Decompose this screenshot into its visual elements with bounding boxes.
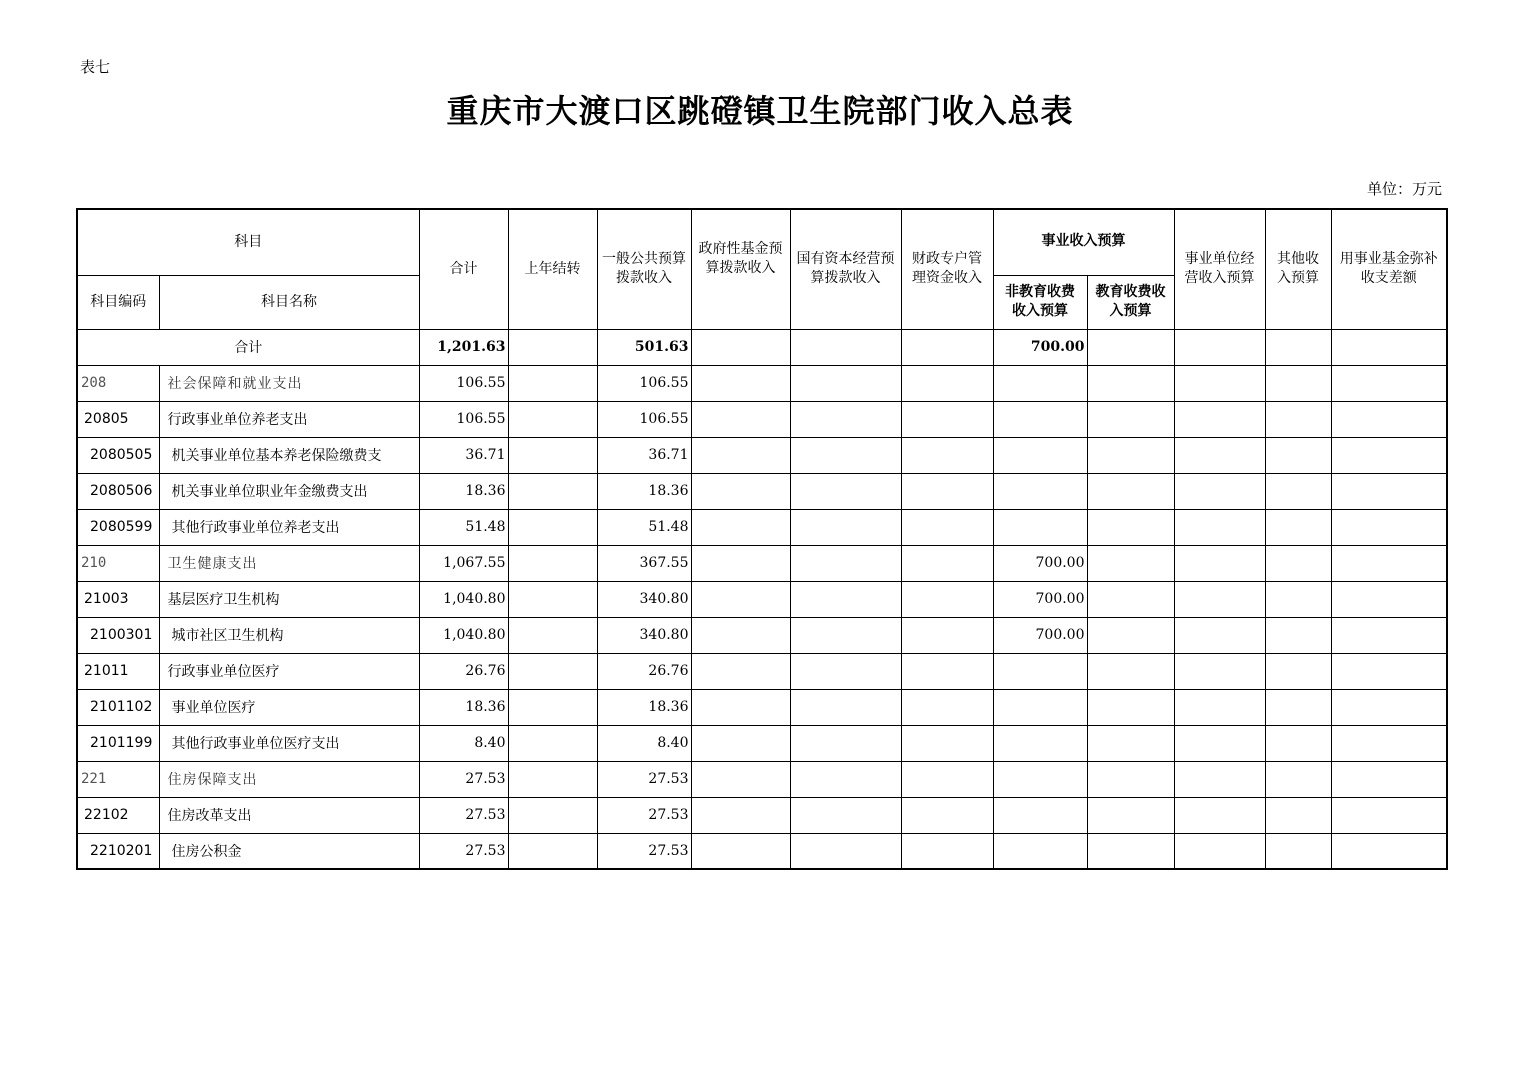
empty-cell: [1087, 797, 1174, 833]
empty-cell: [1174, 833, 1265, 869]
header-subject: 科目: [77, 209, 419, 275]
row-name: 住房保障支出: [159, 761, 419, 797]
row-code: 22102: [77, 797, 159, 833]
row-general: 106.55: [597, 365, 691, 401]
empty-cell: [790, 437, 901, 473]
row-total: 18.36: [419, 689, 508, 725]
empty-cell: [1174, 473, 1265, 509]
empty-cell: [508, 437, 597, 473]
empty-cell: [790, 617, 901, 653]
empty-cell: [1265, 761, 1331, 797]
empty-cell: [901, 617, 993, 653]
empty-cell: [691, 689, 790, 725]
empty-cell: [790, 473, 901, 509]
empty-cell: [901, 509, 993, 545]
empty-cell: [508, 761, 597, 797]
empty-cell: [1174, 401, 1265, 437]
row-name: 卫生健康支出: [159, 545, 419, 581]
empty-cell: [1174, 365, 1265, 401]
empty-cell: [508, 401, 597, 437]
empty-cell: [1087, 689, 1174, 725]
empty-cell: [1265, 401, 1331, 437]
empty-cell: [1174, 653, 1265, 689]
empty-cell: [1174, 725, 1265, 761]
header-other: 其他收入预算: [1265, 209, 1331, 329]
empty-cell: [1174, 509, 1265, 545]
row-general: 51.48: [597, 509, 691, 545]
row-non-edu: [993, 437, 1087, 473]
empty-cell: [790, 761, 901, 797]
empty-cell: [691, 401, 790, 437]
empty-cell: [901, 473, 993, 509]
empty-cell: [1265, 689, 1331, 725]
header-carryover: 上年结转: [508, 209, 597, 329]
table-row: [77, 365, 1447, 401]
empty-cell: [508, 329, 597, 365]
empty-cell: [1331, 473, 1447, 509]
total-non-edu: 700.00: [993, 329, 1087, 365]
row-non-edu: [993, 473, 1087, 509]
empty-cell: [508, 797, 597, 833]
empty-cell: [1331, 581, 1447, 617]
row-general: 27.53: [597, 833, 691, 869]
table-tag: 表七: [80, 58, 111, 76]
row-total: 1,040.80: [419, 581, 508, 617]
empty-cell: [1174, 581, 1265, 617]
row-non-edu: [993, 401, 1087, 437]
empty-cell: [508, 617, 597, 653]
empty-cell: [901, 653, 993, 689]
row-general: 8.40: [597, 725, 691, 761]
row-name: 其他行政事业单位养老支出: [159, 509, 419, 545]
empty-cell: [691, 365, 790, 401]
row-code: 2080599: [77, 509, 159, 545]
empty-cell: [1087, 653, 1174, 689]
page-title: 重庆市大渡口区跳磴镇卫生院部门收入总表: [446, 92, 1074, 130]
empty-cell: [691, 833, 790, 869]
header-name: 科目名称: [159, 275, 419, 329]
empty-cell: [790, 401, 901, 437]
empty-cell: [691, 437, 790, 473]
empty-cell: [1174, 689, 1265, 725]
empty-cell: [1265, 437, 1331, 473]
empty-cell: [691, 653, 790, 689]
header-gov-fund: 政府性基金预算拨款收入: [691, 209, 790, 329]
row-general: 340.80: [597, 581, 691, 617]
empty-cell: [790, 365, 901, 401]
total-row: [77, 329, 1447, 365]
row-general: 27.53: [597, 797, 691, 833]
row-general: 18.36: [597, 689, 691, 725]
empty-cell: [691, 329, 790, 365]
empty-cell: [1265, 725, 1331, 761]
header-state-capital: 国有资本经营预算拨款收入: [790, 209, 901, 329]
empty-cell: [790, 689, 901, 725]
empty-cell: [508, 833, 597, 869]
empty-cell: [691, 581, 790, 617]
empty-cell: [1265, 365, 1331, 401]
row-non-edu: [993, 653, 1087, 689]
empty-cell: [691, 761, 790, 797]
row-non-edu: [993, 761, 1087, 797]
total-general: 501.63: [597, 329, 691, 365]
empty-cell: [790, 581, 901, 617]
empty-cell: [1331, 833, 1447, 869]
empty-cell: [508, 509, 597, 545]
empty-cell: [1265, 833, 1331, 869]
header-edu: 教育收费收入预算: [1087, 275, 1174, 329]
empty-cell: [1174, 329, 1265, 365]
empty-cell: [1174, 761, 1265, 797]
empty-cell: [691, 509, 790, 545]
row-name: 行政事业单位医疗: [159, 653, 419, 689]
empty-cell: [1265, 797, 1331, 833]
row-non-edu: [993, 689, 1087, 725]
row-code: 2101199: [77, 725, 159, 761]
empty-cell: [1331, 509, 1447, 545]
empty-cell: [901, 797, 993, 833]
table-row: [77, 725, 1447, 761]
empty-cell: [1087, 365, 1174, 401]
row-code: 2101102: [77, 689, 159, 725]
empty-cell: [508, 545, 597, 581]
empty-cell: [1174, 437, 1265, 473]
row-general: 36.71: [597, 437, 691, 473]
row-general: 27.53: [597, 761, 691, 797]
empty-cell: [1087, 545, 1174, 581]
empty-cell: [508, 689, 597, 725]
empty-cell: [1087, 473, 1174, 509]
empty-cell: [1331, 401, 1447, 437]
row-general: 367.55: [597, 545, 691, 581]
empty-cell: [508, 365, 597, 401]
empty-cell: [1087, 329, 1174, 365]
empty-cell: [1331, 725, 1447, 761]
row-total: 51.48: [419, 509, 508, 545]
empty-cell: [1331, 437, 1447, 473]
row-non-edu: 700.00: [993, 617, 1087, 653]
table-row: [77, 653, 1447, 689]
empty-cell: [790, 329, 901, 365]
row-name: 其他行政事业单位医疗支出: [159, 725, 419, 761]
row-total: 26.76: [419, 653, 508, 689]
row-non-edu: [993, 509, 1087, 545]
header-special-account: 财政专户管理资金收入: [901, 209, 993, 329]
empty-cell: [691, 797, 790, 833]
empty-cell: [1265, 617, 1331, 653]
row-code: 21011: [77, 653, 159, 689]
empty-cell: [1087, 761, 1174, 797]
row-code: 210: [77, 545, 159, 581]
empty-cell: [1174, 797, 1265, 833]
row-total: 27.53: [419, 833, 508, 869]
empty-cell: [1265, 329, 1331, 365]
row-non-edu: [993, 833, 1087, 869]
empty-cell: [1087, 617, 1174, 653]
empty-cell: [1265, 473, 1331, 509]
header-operating: 事业单位经营收入预算: [1174, 209, 1265, 329]
empty-cell: [790, 653, 901, 689]
table-row: [77, 473, 1447, 509]
empty-cell: [790, 509, 901, 545]
row-non-edu: 700.00: [993, 581, 1087, 617]
empty-cell: [901, 365, 993, 401]
row-general: 26.76: [597, 653, 691, 689]
empty-cell: [1331, 365, 1447, 401]
empty-cell: [508, 725, 597, 761]
row-code: 2100301: [77, 617, 159, 653]
empty-cell: [1087, 725, 1174, 761]
income-summary-table: [76, 208, 1448, 870]
empty-cell: [1265, 545, 1331, 581]
row-total: 1,067.55: [419, 545, 508, 581]
empty-cell: [790, 833, 901, 869]
empty-cell: [1087, 581, 1174, 617]
row-total: 18.36: [419, 473, 508, 509]
empty-cell: [901, 401, 993, 437]
empty-cell: [1331, 545, 1447, 581]
row-name: 机关事业单位职业年金缴费支出: [159, 473, 419, 509]
empty-cell: [790, 725, 901, 761]
empty-cell: [1087, 401, 1174, 437]
empty-cell: [1174, 545, 1265, 581]
table-row: [77, 581, 1447, 617]
empty-cell: [508, 473, 597, 509]
row-total: 8.40: [419, 725, 508, 761]
empty-cell: [1174, 617, 1265, 653]
data-rows: [77, 365, 1447, 869]
empty-cell: [901, 545, 993, 581]
empty-cell: [691, 473, 790, 509]
empty-cell: [1331, 617, 1447, 653]
empty-cell: [1331, 329, 1447, 365]
empty-cell: [901, 437, 993, 473]
empty-cell: [508, 653, 597, 689]
empty-cell: [1331, 797, 1447, 833]
row-non-edu: 700.00: [993, 545, 1087, 581]
row-code: 21003: [77, 581, 159, 617]
row-name: 城市社区卫生机构: [159, 617, 419, 653]
empty-cell: [691, 725, 790, 761]
table-row: [77, 509, 1447, 545]
empty-cell: [1265, 509, 1331, 545]
empty-cell: [508, 581, 597, 617]
table-row: [77, 401, 1447, 437]
header-fund-makeup: 用事业基金弥补收支差额: [1331, 209, 1447, 329]
total-amount: 1,201.63: [419, 329, 508, 365]
header-general-budget: 一般公共预算拨款收入: [597, 209, 691, 329]
row-name: 基层医疗卫生机构: [159, 581, 419, 617]
empty-cell: [790, 797, 901, 833]
empty-cell: [1331, 653, 1447, 689]
row-general: 18.36: [597, 473, 691, 509]
row-total: 106.55: [419, 401, 508, 437]
empty-cell: [790, 545, 901, 581]
header-row-1: [77, 209, 1447, 275]
row-code: 2210201: [77, 833, 159, 869]
empty-cell: [901, 689, 993, 725]
header-code: 科目编码: [77, 275, 159, 329]
empty-cell: [1087, 509, 1174, 545]
row-non-edu: [993, 725, 1087, 761]
table-row: [77, 833, 1447, 869]
empty-cell: [1265, 653, 1331, 689]
row-total: 106.55: [419, 365, 508, 401]
empty-cell: [691, 617, 790, 653]
header-total: 合计: [419, 209, 508, 329]
empty-cell: [1087, 437, 1174, 473]
table-row: [77, 617, 1447, 653]
row-code: 2080506: [77, 473, 159, 509]
header-business-income: 事业收入预算: [993, 209, 1174, 275]
table-row: [77, 797, 1447, 833]
empty-cell: [901, 761, 993, 797]
empty-cell: [1265, 581, 1331, 617]
row-code: 2080505: [77, 437, 159, 473]
row-general: 106.55: [597, 401, 691, 437]
row-name: 住房公积金: [159, 833, 419, 869]
table-row: [77, 689, 1447, 725]
empty-cell: [1087, 833, 1174, 869]
unit-label: 单位：万元: [1366, 180, 1442, 198]
row-code: 208: [77, 365, 159, 401]
empty-cell: [901, 329, 993, 365]
row-total: 36.71: [419, 437, 508, 473]
row-total: 27.53: [419, 797, 508, 833]
row-total: 1,040.80: [419, 617, 508, 653]
empty-cell: [1331, 689, 1447, 725]
row-name: 社会保障和就业支出: [159, 365, 419, 401]
table-row: [77, 545, 1447, 581]
row-code: 20805: [77, 401, 159, 437]
row-name: 住房改革支出: [159, 797, 419, 833]
row-name: 机关事业单位基本养老保险缴费支: [159, 437, 419, 473]
total-label: 合计: [77, 329, 419, 365]
table-row: [77, 437, 1447, 473]
empty-cell: [901, 833, 993, 869]
empty-cell: [901, 725, 993, 761]
empty-cell: [1331, 761, 1447, 797]
empty-cell: [901, 581, 993, 617]
table-row: [77, 761, 1447, 797]
row-non-edu: [993, 797, 1087, 833]
row-general: 340.80: [597, 617, 691, 653]
row-total: 27.53: [419, 761, 508, 797]
header-non-edu: 非教育收费收入预算: [993, 275, 1087, 329]
row-code: 221: [77, 761, 159, 797]
row-name: 事业单位医疗: [159, 689, 419, 725]
empty-cell: [691, 545, 790, 581]
row-name: 行政事业单位养老支出: [159, 401, 419, 437]
row-non-edu: [993, 365, 1087, 401]
